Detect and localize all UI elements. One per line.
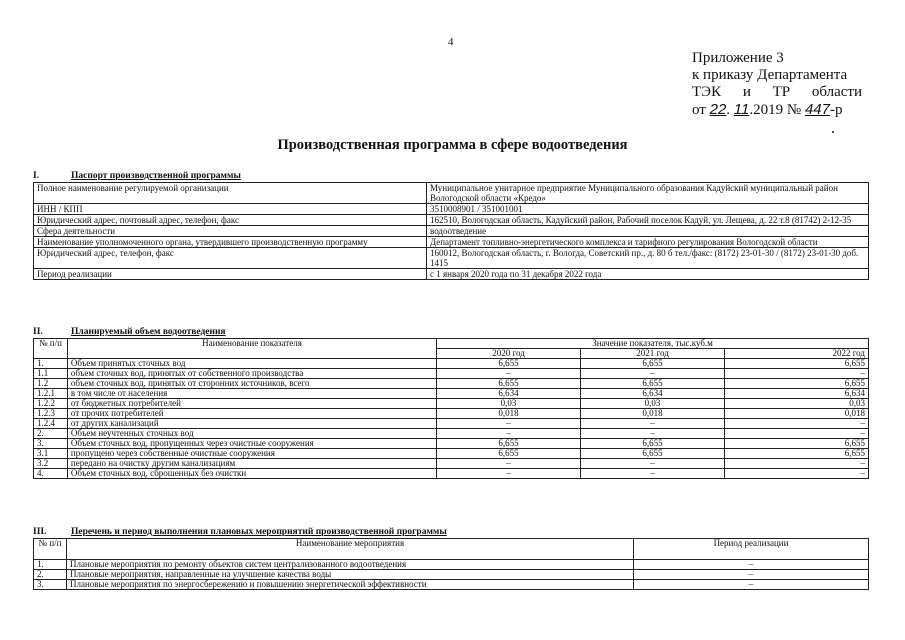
row-value-2021: – (581, 469, 725, 479)
row-value-2021: 6,655 (581, 449, 725, 459)
row-value-2020: 0,018 (437, 409, 581, 419)
row-number: 1.2 (34, 379, 68, 389)
section3-title: Перечень и период выполнения плановых мероприятий производственной программы (71, 527, 447, 537)
appendix-word-tek: ТЭК (692, 84, 722, 100)
row-value-2022: – (724, 419, 868, 429)
row-name: в том числе от населения (67, 389, 436, 399)
passport-label: Сфера деятельности (34, 226, 427, 237)
row-value-2020: 6,634 (437, 389, 581, 399)
table-row (34, 459, 869, 469)
row-number: 4. (34, 469, 68, 479)
appendix-header (692, 50, 862, 119)
row-name: от прочих потребителей (67, 409, 436, 419)
passport-label: Юридический адрес, почтовый адрес, телефон, факс (34, 215, 427, 226)
row-name: Объем сточных вод, пропущенных через очистные сооружения (67, 439, 436, 449)
passport-row (34, 237, 869, 248)
passport-row (34, 215, 869, 226)
row-number: 1.1 (34, 369, 68, 379)
volume-table (33, 338, 869, 479)
passport-value: 160012, Вологодская область, г. Вологда, Советский пр., д. 80 б тел./факс: (8172) 23-01-30 / (8172) 23-01-30 доб. 1415 (427, 248, 869, 269)
appendix-word-tr: ТР (772, 84, 791, 100)
appendix-line2: к приказу Департамента (692, 67, 848, 83)
row-value-2022: – (724, 369, 868, 379)
table-row (34, 439, 869, 449)
page-number: 4 (448, 36, 454, 48)
row-number: 3. (34, 439, 68, 449)
section2-heading (33, 327, 226, 337)
row-value-2020: 6,655 (437, 439, 581, 449)
row-value-2020: 6,655 (437, 379, 581, 389)
passport-value: с 1 января 2020 года по 31 декабря 2022 года (427, 269, 869, 280)
date-day: 22 (709, 101, 727, 118)
table-row (34, 409, 869, 419)
table-row (34, 379, 869, 389)
row-value-2021: 0,03 (581, 399, 725, 409)
table-row (34, 429, 869, 439)
appendix-line1: Приложение 3 (692, 50, 784, 66)
measures-head-period: Период реализации (634, 539, 869, 560)
passport-table (33, 182, 869, 280)
row-name: от других канализаций (67, 419, 436, 429)
row-value-2022: – (724, 469, 868, 479)
measure-name: Плановые мероприятия по ремонту объектов систем централизованного водоотведения (67, 560, 634, 570)
row-value-2021: 6,655 (581, 379, 725, 389)
col-head-values: Значение показателя, тыс.куб.м (437, 339, 869, 349)
row-name: передано на очистку другим канализациям (67, 459, 436, 469)
row-value-2022: 6,655 (724, 379, 868, 389)
table-row (34, 469, 869, 479)
col-head-no: № п/п (34, 339, 68, 359)
passport-value: 3510008901 / 351001001 (427, 204, 869, 215)
measure-period: – (634, 580, 869, 590)
row-number: 2. (34, 429, 68, 439)
passport-value: Департамент топливно-энергетического комплекса и тарифного регулирования Вологодской области (427, 237, 869, 248)
row-value-2020: – (437, 459, 581, 469)
table-row (34, 359, 869, 369)
row-number: 1.2.4 (34, 419, 68, 429)
row-value-2022: 6,655 (724, 359, 868, 369)
passport-label: ИНН / КПП (34, 204, 427, 215)
passport-value: 162510, Вологодская область, Кадуйский район, Рабочий поселок Кадуй, ул. Лещева, д. 22 т.8 (81742) 2-12-35 (427, 215, 869, 226)
measure-period: – (634, 560, 869, 570)
passport-value: водоотведение (427, 226, 869, 237)
row-value-2021: – (581, 419, 725, 429)
passport-row (34, 248, 869, 269)
measure-name: Плановые мероприятия, направленные на улучшение качества воды (67, 570, 634, 580)
row-name: Объем принятых сточных вод (67, 359, 436, 369)
row-value-2020: – (437, 429, 581, 439)
appendix-word-i: и (742, 84, 751, 100)
section2-title: Планируемый объем водоотведения (71, 327, 226, 337)
row-value-2021: – (581, 459, 725, 469)
row-value-2020: 6,655 (437, 449, 581, 459)
section2-number: II. (33, 327, 43, 337)
passport-row (34, 226, 869, 237)
passport-label: Наименование уполномоченного органа, утвердившего производственную программу (34, 237, 427, 248)
appendix-word-oblasti: области (811, 84, 862, 100)
row-value-2022: – (724, 459, 868, 469)
row-value-2020: – (437, 369, 581, 379)
row-value-2021: – (581, 369, 725, 379)
row-name: объем сточных вод, принятых от сторонних источников, всего (67, 379, 436, 389)
section1-number: I. (33, 171, 40, 181)
section1-heading (33, 171, 241, 181)
row-name: объем сточных вод, принятых от собственного производства (67, 369, 436, 379)
measures-head-no: № п/п (34, 539, 67, 560)
appendix-date-line: от 22. 11.2019 № 447-р (692, 101, 843, 118)
row-name: Объем неучтенных сточных вод (67, 429, 436, 439)
section3-number: III. (33, 527, 47, 537)
order-suffix: -р (829, 102, 843, 118)
row-value-2022: 6,655 (724, 439, 868, 449)
section1-title: Паспорт производственной программы (71, 171, 241, 181)
row-value-2020: – (437, 469, 581, 479)
row-number: 1.2.2 (34, 399, 68, 409)
col-head-year-2020: 2020 год (437, 349, 581, 359)
row-value-2021: – (581, 429, 725, 439)
row-value-2022: 0,018 (724, 409, 868, 419)
row-value-2022: 0,03 (724, 399, 868, 409)
measure-number: 2. (34, 570, 67, 580)
table-row (34, 580, 869, 590)
row-name: пропущено через собственные очистные сооружения (67, 449, 436, 459)
table-row (34, 449, 869, 459)
row-number: 1.2.1 (34, 389, 68, 399)
col-head-name: Наименование показателя (67, 339, 436, 359)
row-number: 1.2.3 (34, 409, 68, 419)
row-value-2020: 6,655 (437, 359, 581, 369)
passport-row (34, 183, 869, 204)
date-year: .2019 № (749, 102, 802, 118)
measure-number: 3. (34, 580, 67, 590)
passport-value: Муниципальное унитарное предприятие Муниципального образования Кадуйский муниципальный район Вологодской области «Кредо» (427, 183, 869, 204)
table-row (34, 570, 869, 580)
row-value-2021: 6,634 (581, 389, 725, 399)
table-row (34, 419, 869, 429)
row-value-2021: 6,655 (581, 439, 725, 449)
row-name: от бюджетных потребителей (67, 399, 436, 409)
col-head-year-2021: 2021 год (581, 349, 725, 359)
section3-heading (33, 527, 447, 537)
col-head-year-2022: 2022 год (724, 349, 868, 359)
measure-name: Плановые мероприятия по энергосбережению и повышению энергетической эффективности (67, 580, 634, 590)
date-month: 11 (733, 101, 750, 118)
order-number: 447 (804, 101, 830, 118)
table-row (34, 560, 869, 570)
row-value-2020: 0,03 (437, 399, 581, 409)
row-value-2022: 6,634 (724, 389, 868, 399)
page-title: Производственная программа в сфере водоотведения (277, 137, 628, 153)
measure-number: 1. (34, 560, 67, 570)
measures-head-name: Наименование мероприятия (67, 539, 634, 560)
passport-label: Полное наименование регулируемой организации (34, 183, 427, 204)
row-value-2020: – (437, 419, 581, 429)
date-prefix: от (692, 102, 706, 118)
measure-period: – (634, 570, 869, 580)
row-value-2022: – (724, 429, 868, 439)
measures-table (33, 538, 869, 590)
passport-label: Юридический адрес, телефон, факс (34, 248, 427, 269)
passport-label: Период реализации (34, 269, 427, 280)
row-number: 1. (34, 359, 68, 369)
appendix-line3 (692, 84, 862, 101)
row-value-2021: 6,655 (581, 359, 725, 369)
passport-row (34, 204, 869, 215)
row-value-2021: 0,018 (581, 409, 725, 419)
scan-speck (832, 131, 834, 133)
row-value-2022: 6,655 (724, 449, 868, 459)
table-row (34, 389, 869, 399)
row-name: Объем сточных вод, сброшенных без очистки (67, 469, 436, 479)
table-row (34, 369, 869, 379)
row-number: 3.1 (34, 449, 68, 459)
passport-row (34, 269, 869, 280)
row-number: 3.2 (34, 459, 68, 469)
table-row (34, 399, 869, 409)
